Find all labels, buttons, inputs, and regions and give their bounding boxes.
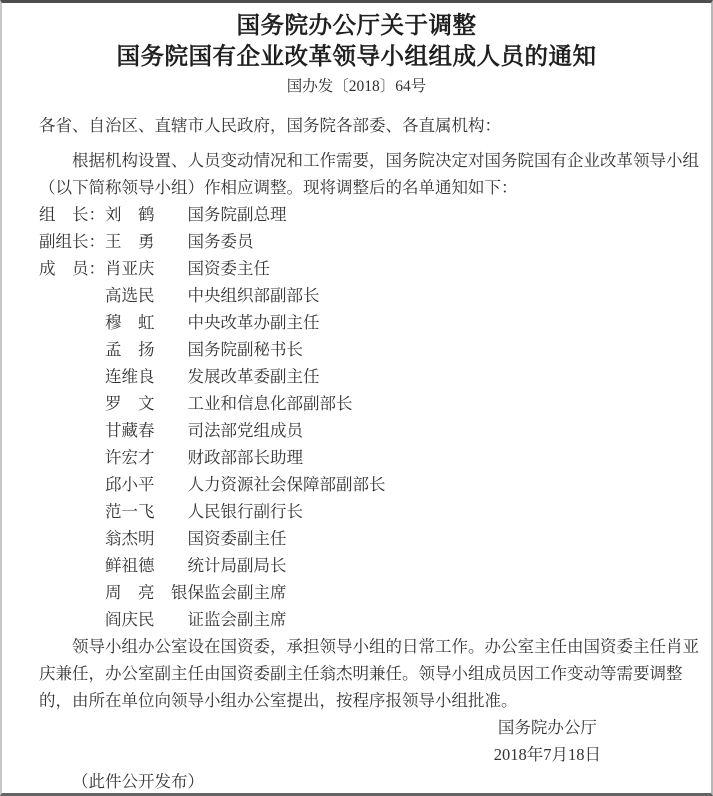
roster-row-member: 阎庆民 证监会副主席: [39, 610, 287, 629]
roster-row-member: 邱小平 人力资源社会保障部副部长: [39, 475, 386, 494]
notice-title: [2, 3, 711, 73]
roster-row-member: 鲜祖德 统计局副局长: [39, 556, 287, 575]
signature-date: 2018年7月18日: [493, 745, 601, 764]
roster-row-leader: 组 长：刘 鹤 国务院副总理: [39, 205, 287, 224]
intro-line: 根据机构设置、人员变动情况和工作需要，国务院决定对国务院国有企业改革领导小组: [72, 151, 699, 170]
closing-paragraph: [39, 633, 699, 714]
intro-line: （以下简称领导小组）作相应调整。现将调整后的名单通知如下：: [39, 178, 518, 197]
roster-row-member: 穆 虹 中央改革办副主任: [39, 313, 320, 332]
roster-list: [39, 201, 693, 633]
signature-block: [39, 714, 693, 768]
roster-row-member: 甘藏春 司法部党组成员: [39, 421, 303, 440]
salutation-line: 各省、自治区、直辖市人民政府，国务院各部委、各直属机构：: [39, 116, 501, 135]
signature-inner: [494, 714, 601, 768]
closing-line: 庆兼任，办公室副主任由国资委副主任翁杰明兼任。领导小组成员因工作变动等需要调整: [39, 664, 683, 683]
closing-line: 的，由所在单位向领导小组办公室提出，按程序报领导小组批准。: [39, 691, 518, 710]
signer-name: 国务院办公厅: [497, 718, 597, 737]
roster-row-member: 翁杰明 国资委副主任: [39, 529, 287, 548]
notice-title-line2: 国务院国有企业改革领导小组组成人员的通知: [116, 44, 597, 70]
notice-title-line1: 国务院办公厅关于调整: [236, 13, 477, 39]
notice-body: [2, 112, 711, 795]
roster-row-deputy-leader: 副组长：王 勇 国务委员: [39, 232, 254, 251]
roster-row-member: 罗 文 工业和信息化部副部长: [39, 394, 353, 413]
roster-row-member: 高选民 中央组织部副部长: [39, 286, 320, 305]
roster-row-member: 许宏才 财政部部长助理: [39, 448, 303, 467]
doc-number: 国办发〔2018〕64号: [286, 78, 427, 95]
closing-line: 领导小组办公室设在国资委，承担领导小组的日常工作。办公室主任由国资委主任肖亚: [72, 637, 699, 656]
roster-row-member: 连维良 发展改革委副主任: [39, 367, 320, 386]
publish-note: （此件公开发布）: [72, 772, 204, 791]
roster-row-member: 成 员：肖亚庆 国资委主任: [39, 259, 270, 278]
roster-row-member: 孟 扬 国务院副秘书长: [39, 340, 303, 359]
roster-row-member: 范一飞 人民银行副行长: [39, 502, 303, 521]
intro-paragraph: [39, 147, 699, 201]
roster-row-member: 周 亮 银保监会副主席: [39, 583, 287, 602]
